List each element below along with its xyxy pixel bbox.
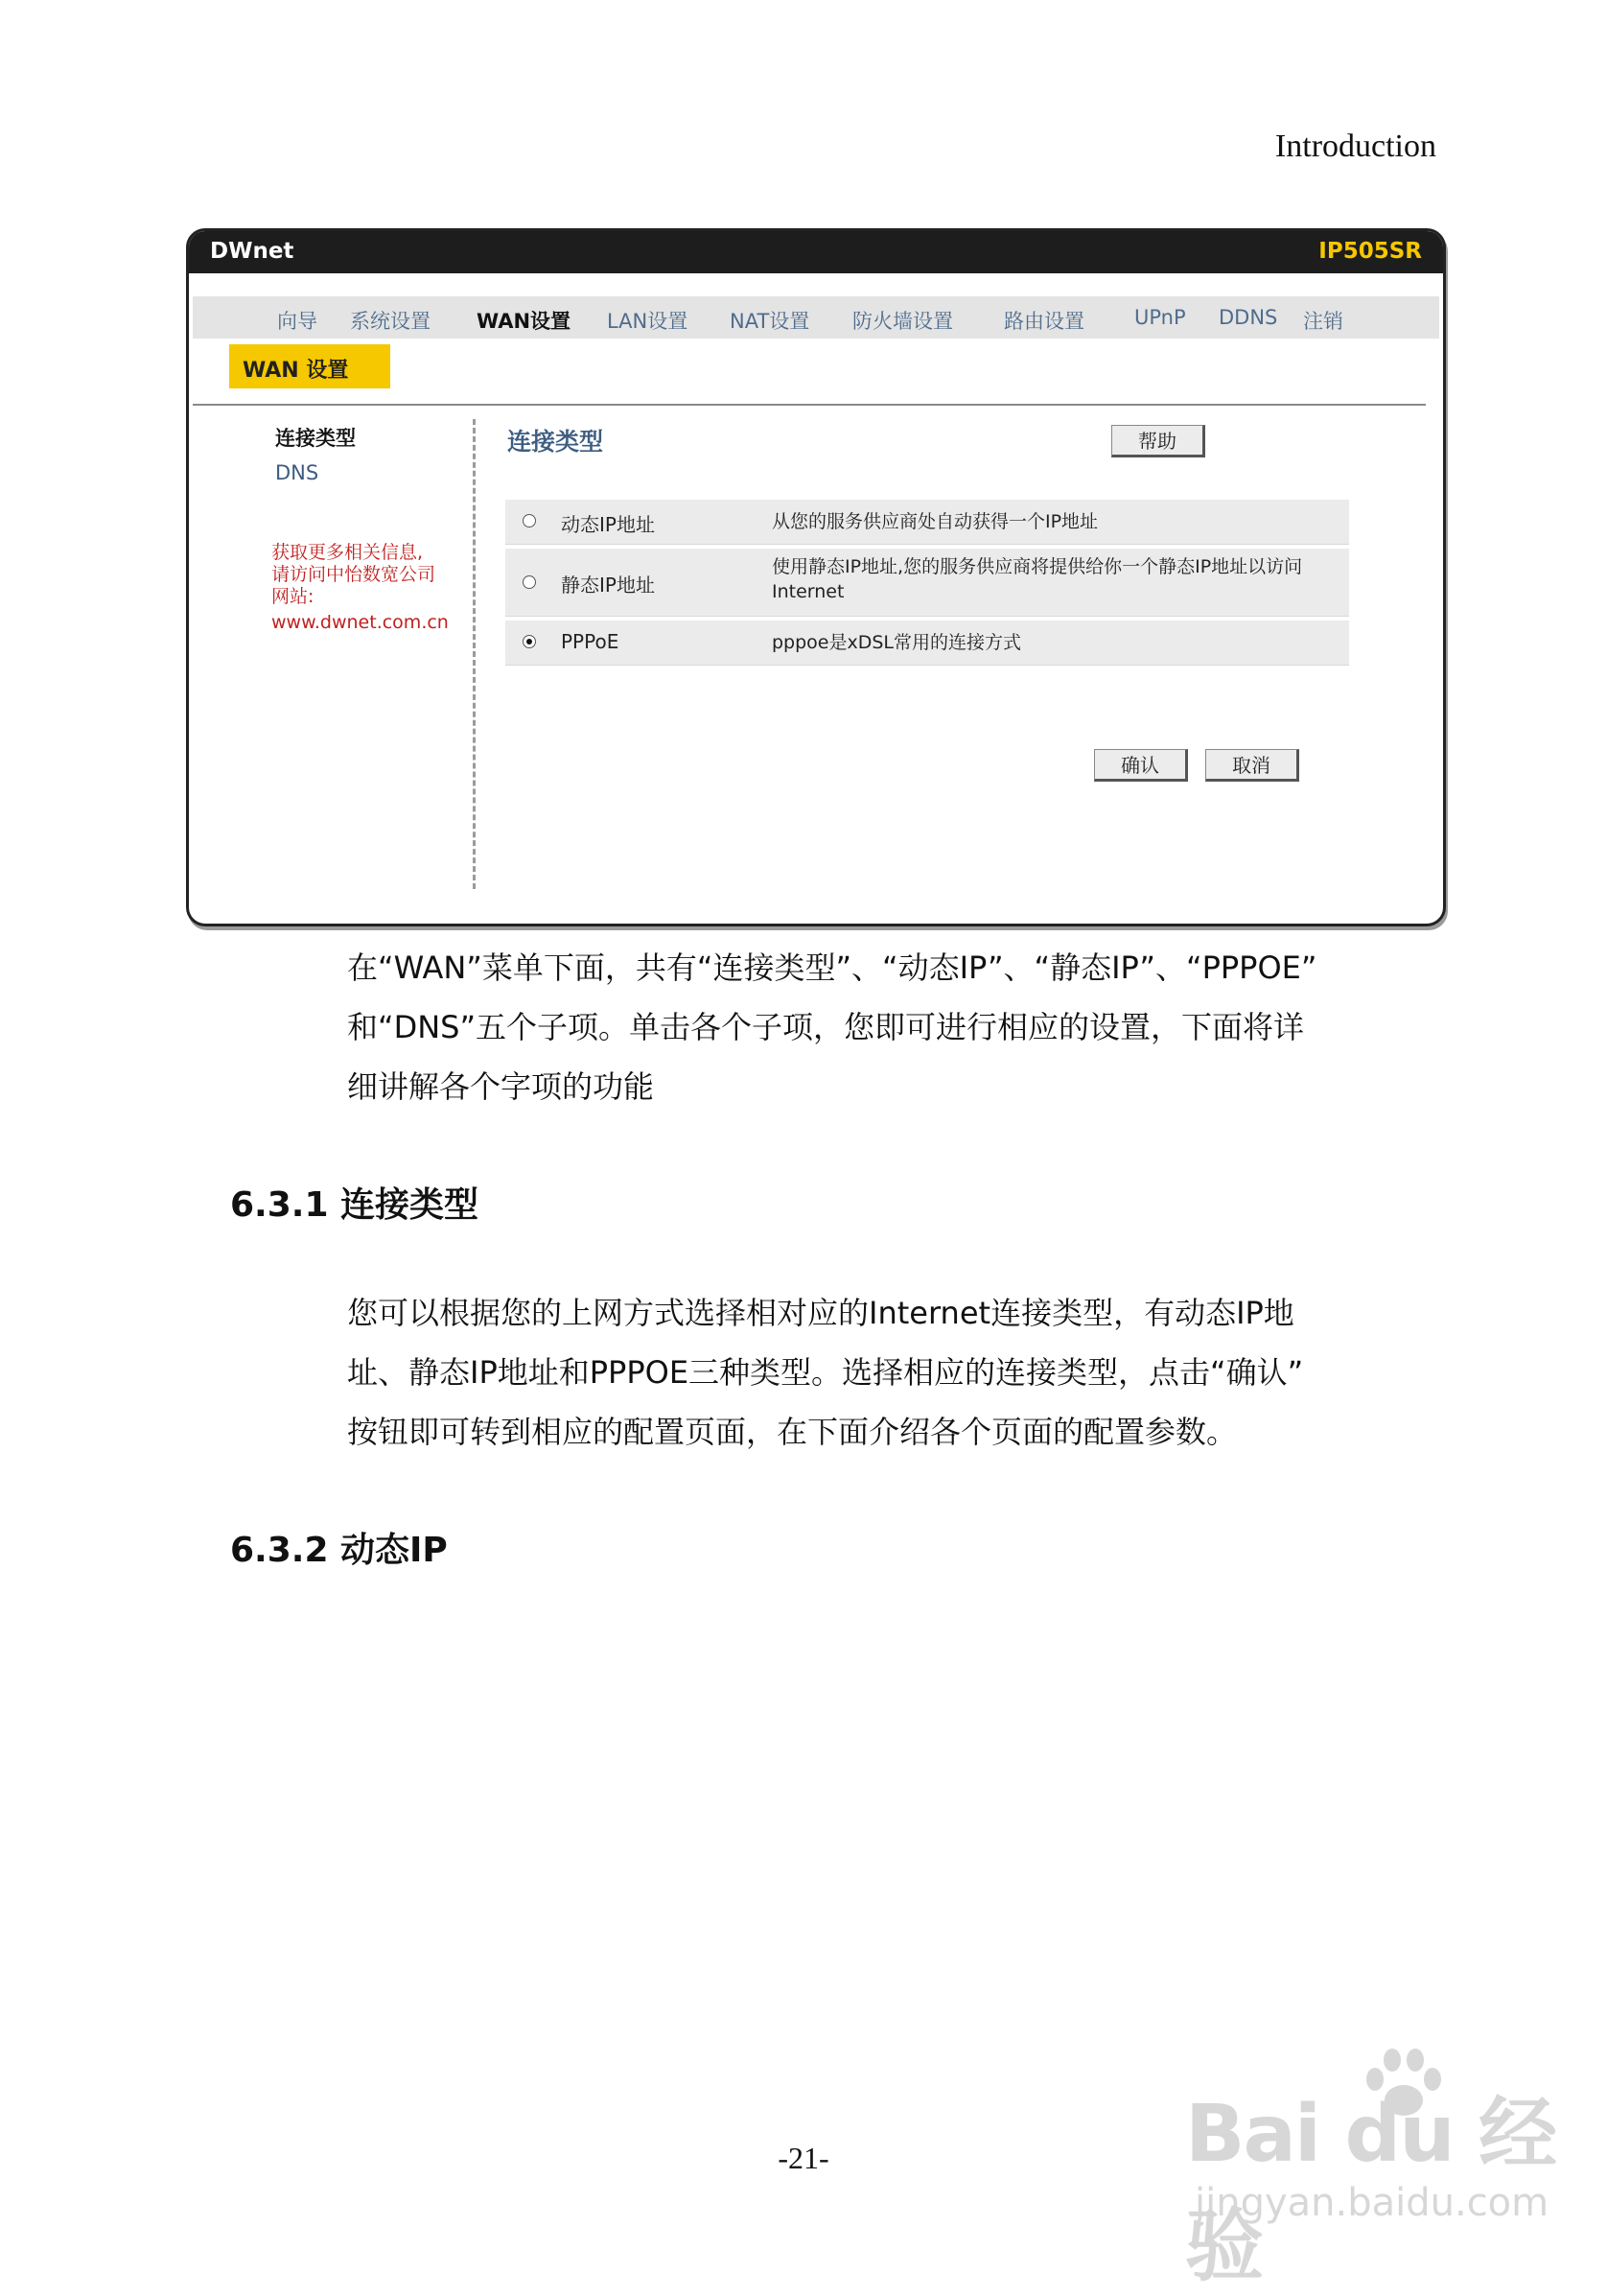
- brand-logo: DWnet: [210, 239, 294, 264]
- nav-wizard[interactable]: 向导: [277, 310, 317, 333]
- promo-line: 获取更多相关信息,: [271, 542, 424, 563]
- promo-text: [271, 542, 473, 634]
- intro-line: 在“WAN”菜单下面，共有“连接类型”、“动态IP”、“静态IP”、“PPPOE”: [347, 949, 1317, 986]
- section-title-banner: WAN 设置: [229, 344, 390, 388]
- option-label: 静态IP地址: [561, 574, 655, 597]
- watermark-main-text: Bai du 经验: [1185, 2089, 1556, 2292]
- radio-pppoe[interactable]: [523, 635, 536, 648]
- promo-url-link[interactable]: www.dwnet.com.cn: [271, 612, 449, 633]
- promo-line: 请访问中怡数宽公司: [271, 564, 436, 585]
- content-title: 连接类型: [507, 428, 604, 456]
- title-bar: [189, 231, 1443, 273]
- nav-nat-settings[interactable]: NAT设置: [730, 310, 810, 333]
- connection-options: [505, 500, 1349, 669]
- baidu-watermark: [1185, 2052, 1569, 2292]
- confirm-button[interactable]: 确认: [1094, 749, 1188, 782]
- page-number: -21-: [778, 2141, 829, 2175]
- option-description: 从您的服务供应商处自动获得一个IP地址: [772, 511, 1099, 532]
- intro-line: 细讲解各个字项的功能: [347, 1068, 655, 1105]
- nav-firewall-settings[interactable]: 防火墙设置: [852, 310, 953, 333]
- nav-routing-settings[interactable]: 路由设置: [1004, 310, 1084, 333]
- intro-paragraph: [347, 938, 1450, 1116]
- section-heading-6-3-1: 6.3.1 连接类型: [230, 1185, 479, 1225]
- running-header: Introduction: [1274, 129, 1436, 164]
- body-line: 按钮即可转到相应的配置页面，在下面介绍各个页面的配置参数。: [347, 1414, 1238, 1450]
- sidebar-item-dns[interactable]: DNS: [275, 461, 319, 484]
- option-description: pppoe是xDSL常用的连接方式: [772, 632, 1022, 653]
- intro-line: 和“DNS”五个子项。单击各个子项，您即可进行相应的设置，下面将详: [347, 1009, 1305, 1045]
- sidebar-item-connection-type[interactable]: 连接类型: [275, 427, 356, 450]
- watermark-url-text: jingyan.baidu.com: [1195, 2181, 1549, 2225]
- body-line: 您可以根据您的上网方式选择相对应的Internet连接类型，有动态IP地: [347, 1295, 1294, 1331]
- nav-upnp[interactable]: UPnP: [1134, 306, 1186, 329]
- nav-bar: [193, 296, 1439, 339]
- section-6-3-1-body: [347, 1283, 1450, 1462]
- promo-line: 网站:: [271, 586, 314, 607]
- router-screenshot: [186, 228, 1446, 926]
- option-row-pppoe[interactable]: [505, 621, 1349, 666]
- nav-logout[interactable]: 注销: [1303, 310, 1343, 333]
- option-label: 动态IP地址: [561, 513, 655, 536]
- help-button[interactable]: 帮助: [1111, 425, 1205, 457]
- option-row-static-ip[interactable]: [505, 549, 1349, 617]
- nav-system-settings[interactable]: 系统设置: [350, 310, 431, 333]
- nav-wan-settings[interactable]: WAN设置: [477, 310, 571, 333]
- sidebar: [275, 423, 477, 494]
- sidebar-separator: [473, 419, 476, 889]
- body-line: 址、静态IP地址和PPPOE三种类型。选择相应的连接类型，点击“确认”: [347, 1354, 1304, 1391]
- option-label: PPPoE: [561, 630, 619, 653]
- radio-static-ip[interactable]: [523, 575, 536, 589]
- cancel-button[interactable]: 取消: [1205, 749, 1299, 782]
- option-description: 使用静态IP地址,您的服务供应商将提供给你一个静态IP地址以访问Internet: [772, 556, 1303, 602]
- option-row-dynamic-ip[interactable]: [505, 500, 1349, 545]
- model-name: IP505SR: [1318, 239, 1422, 264]
- divider: [193, 404, 1426, 406]
- section-heading-6-3-2: 6.3.2 动态IP: [230, 1531, 448, 1570]
- nav-ddns[interactable]: DDNS: [1219, 306, 1278, 329]
- nav-lan-settings[interactable]: LAN设置: [607, 310, 688, 333]
- radio-dynamic-ip[interactable]: [523, 514, 536, 527]
